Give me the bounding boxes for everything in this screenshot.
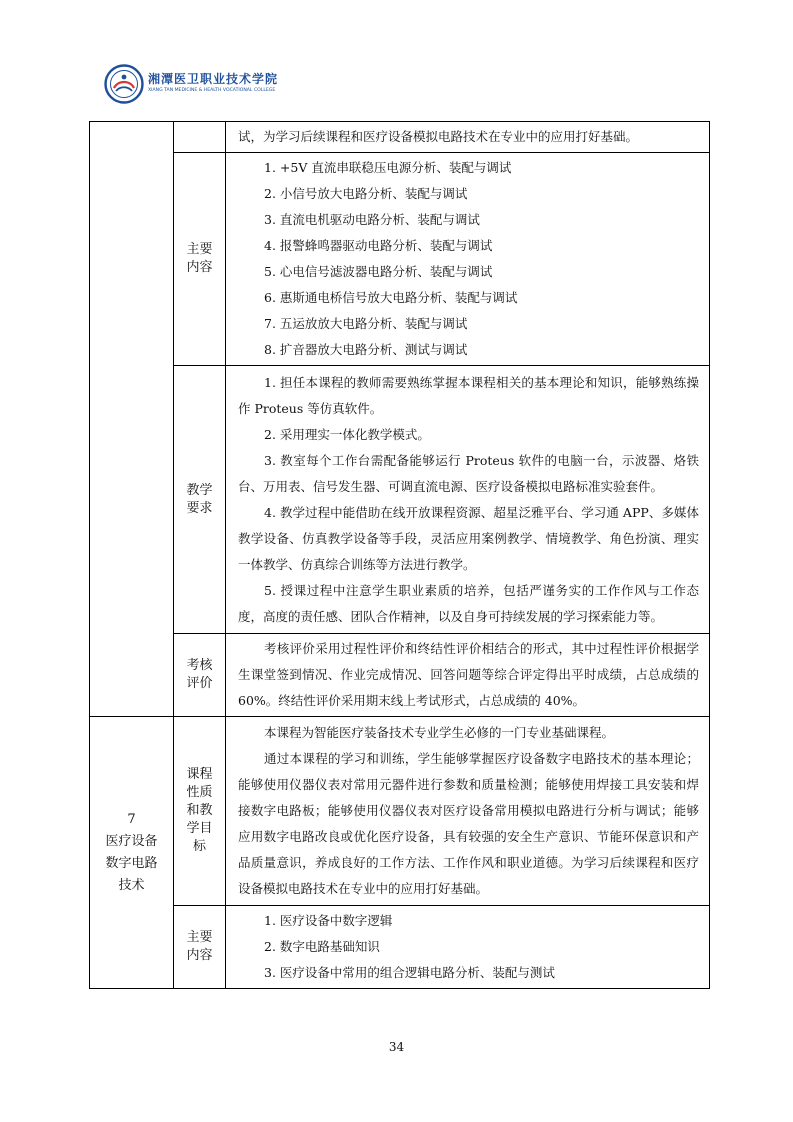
label-cell-empty — [174, 122, 226, 153]
content-cell — [226, 122, 710, 153]
course-7-cell — [90, 717, 174, 989]
list-item: 3. 医疗设备中常用的组合逻辑电路分析、装配与测试 — [264, 965, 555, 980]
table-row — [90, 634, 710, 717]
logo-college-name: 湘潭医卫职业技术学院 — [148, 72, 279, 86]
assessment-cell — [226, 634, 710, 717]
assessment-text: 考核评价采用过程性评价和终结性评价相结合的形式，其中过程性评价根据学生课堂签到情况、作业完成情况、回答问题等综合评定得出平时成绩，占总成绩的 60%。终结性评价采用期末线上考试形式，占总成绩的 40%。 — [238, 641, 699, 708]
page-header — [104, 62, 279, 108]
college-logo-icon — [104, 64, 144, 104]
main-content-label-2: 主要 内容 — [174, 906, 226, 989]
assessment-label: 考核 评价 — [174, 634, 226, 717]
course-nature-goals: 通过本课程的学习和训练，学生能够掌握医疗设备数字电路技术的基本理论；能够使用仪器仪表对常用元器件进行参数和质量检测；能够使用焊接工具安装和焊接数字电路板；能够使用仪器仪表对医疗设备常用模拟电路进行分析与调试；能够应用数字电路改良或优化医疗设备，具有较强的安全生产意识、节能环保意识和产品质量意识，养成良好的工作方法、工作作风和职业道德。为学习后续课程和医疗设备模拟电路技术在专业中的应用打好基础。 — [238, 751, 699, 896]
teaching-requirements-cell — [226, 366, 710, 634]
requirement-item: 5. 授课过程中注意学生职业素质的培养，包括严谨务实的工作作风与工作态度，高度的责任感、团队合作精神，以及自身可持续发展的学习探索能力等。 — [238, 582, 699, 624]
list-item: 4. 报警蜂鸣器驱动电路分析、装配与调试 — [264, 238, 493, 253]
main-content-cell-2 — [226, 906, 710, 989]
list-item: 2. 数字电路基础知识 — [264, 939, 380, 954]
page-number: 34 — [388, 1040, 405, 1054]
requirement-item: 1. 担任本课程的教师需要熟练掌握本课程相关的基本理论和知识，能够熟练操作 Proteus 等仿真软件。 — [238, 374, 699, 416]
table-row — [90, 153, 710, 366]
list-item: 3. 直流电机驱动电路分析、装配与调试 — [264, 212, 480, 227]
course-nature-cell — [226, 717, 710, 906]
list-item: 5. 心电信号滤波器电路分析、装配与调试 — [264, 264, 493, 279]
continued-text: 试，为学习后续课程和医疗设备模拟电路技术在专业中的应用打好基础。 — [238, 129, 639, 144]
teaching-requirements-list — [226, 368, 709, 632]
curriculum-table — [89, 121, 710, 989]
requirement-item: 4. 教学过程中能借助在线开放课程资源、超星泛雅平台、学习通 APP、多媒体教学设备、仿真教学设备等手段，灵活应用案例教学、情境教学、角色扮演、理实一体教学、仿真综合训练等方法进行教学。 — [238, 504, 699, 572]
main-content-label: 主要 内容 — [174, 153, 226, 366]
requirement-item: 3. 教室每个工作台需配备能够运行 Proteus 软件的电脑一台，示波器、烙铁台、万用表、信号发生器、可调直流电源、医疗设备模拟电路标准实验套件。 — [238, 452, 699, 494]
course-cell-empty — [90, 122, 174, 717]
main-content-list — [226, 153, 709, 365]
teaching-requirements-label: 教学 要求 — [174, 366, 226, 634]
list-item: 1. +5V 直流串联稳压电源分析、装配与调试 — [264, 160, 512, 175]
table-row — [90, 717, 710, 906]
course-number: 7 — [127, 811, 136, 827]
course-nature-intro: 本课程为智能医疗装备技术专业学生必修的一门专业基础课程。 — [264, 725, 615, 740]
list-item: 6. 惠斯通电桥信号放大电路分析、装配与调试 — [264, 290, 518, 305]
course-name: 医疗设备 数字电路 技术 — [105, 833, 158, 893]
logo-college-name-en: XIANG TAN MEDICINE & HEALTH VOCATIONAL COLLEGE — [148, 88, 276, 93]
list-item: 1. 医疗设备中数字逻辑 — [264, 913, 393, 928]
list-item: 2. 小信号放大电路分析、装配与调试 — [264, 186, 468, 201]
main-content-list-2 — [226, 906, 709, 988]
course-nature-label: 课程 性质 和教 学目 标 — [174, 717, 226, 906]
requirement-item: 2. 采用理实一体化教学模式。 — [264, 426, 430, 442]
list-item: 7. 五运放放大电路分析、装配与调试 — [264, 316, 468, 331]
list-item: 8. 扩音器放大电路分析、测试与调试 — [264, 342, 468, 357]
table-row — [90, 906, 710, 989]
table-row — [90, 366, 710, 634]
table-row — [90, 122, 710, 153]
main-content-cell — [226, 153, 710, 366]
